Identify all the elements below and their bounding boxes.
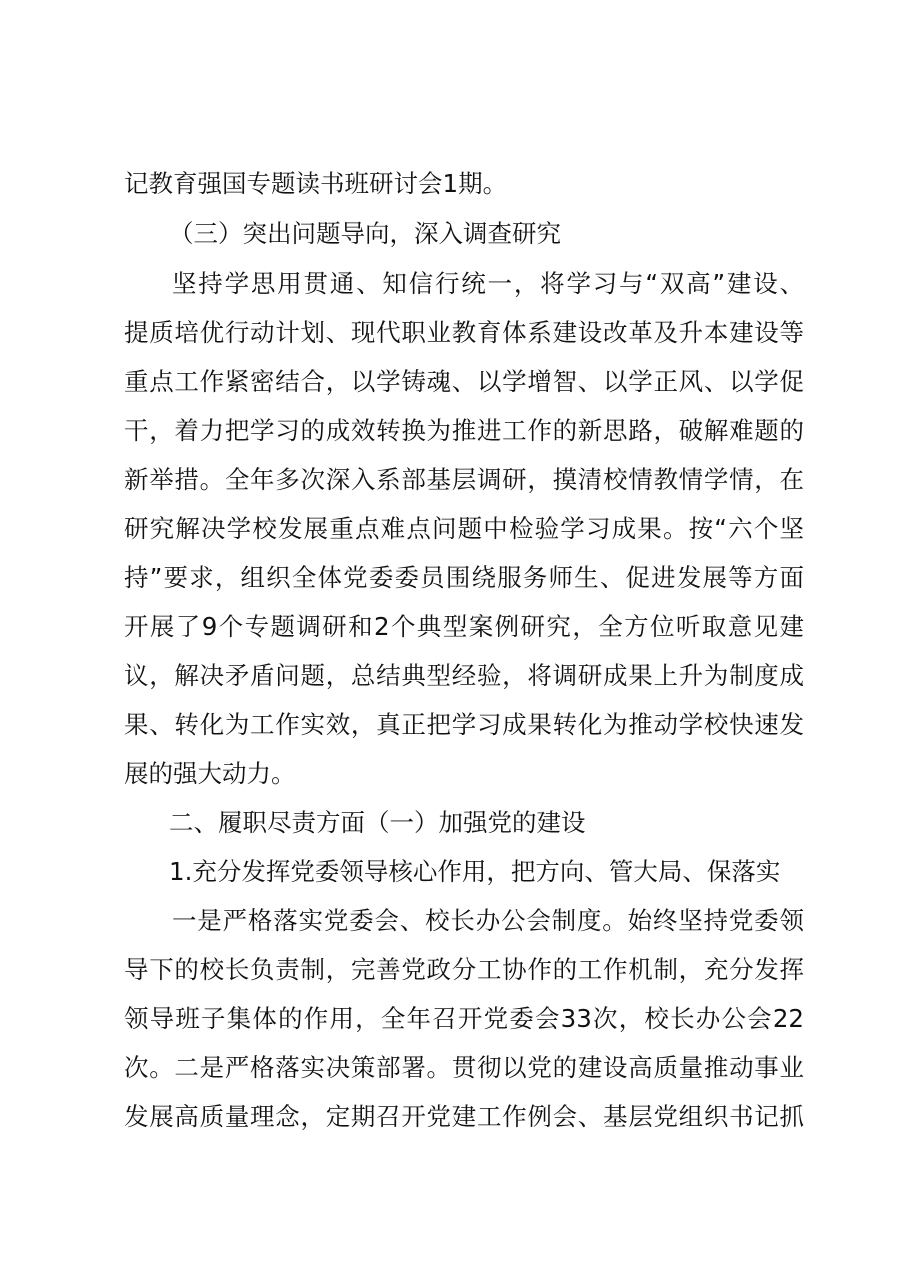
subsection-heading: 1.充分发挥党委领导核心作用，把方向、管大局、保落实 [169, 857, 781, 886]
paragraph-line: 研究解决学校发展重点难点问题中检验学习成果。按“六个坚 [124, 514, 804, 543]
paragraph-line: 发展高质量理念，定期召开党建工作例会、基层党组织书记抓 [124, 1102, 804, 1131]
paragraph-line: 干，着力把学习的成效转换为推进工作的新思路，破解难题的 [124, 416, 804, 445]
paragraph-line: 果、转化为工作实效，真正把学习成果转化为推动学校快速发 [124, 710, 804, 739]
paragraph-line: 议，解决矛盾问题，总结典型经验，将调研成果上升为制度成 [124, 661, 804, 690]
paragraph-line: 记教育强国专题读书班研讨会1期。 [124, 169, 508, 198]
paragraph-line: 领导班子集体的作用，全年召开党委会33次，校长办公会22 [124, 1004, 804, 1033]
paragraph-line: 持”要求，组织全体党委委员围绕服务师生、促进发展等方面 [124, 563, 804, 592]
section-heading: 二、履职尽责方面（一）加强党的建设 [169, 808, 586, 837]
section-heading: （三）突出问题导向，深入调查研究 [169, 219, 561, 248]
paragraph-line: 次。二是严格落实决策部署。贯彻以党的建设高质量推动事业 [124, 1053, 804, 1082]
paragraph-line: 导下的校长负责制，完善党政分工协作的工作机制，充分发挥 [124, 955, 804, 984]
paragraph-line: 开展了9个专题调研和2个典型案例研究，全方位听取意见建 [124, 612, 804, 641]
paragraph-line: 一是严格落实党委会、校长办公会制度。始终坚持党委领 [172, 906, 804, 935]
paragraph-line: 展的强大动力。 [124, 759, 296, 788]
paragraph-line: 提质培优行动计划、现代职业教育体系建设改革及升本建设等 [124, 318, 804, 347]
paragraph-line: 重点工作紧密结合，以学铸魂、以学增智、以学正风、以学促 [124, 367, 804, 396]
paragraph-line: 坚持学思用贯通、知信行统一，将学习与“双高”建设、 [172, 269, 804, 298]
paragraph-line: 新举措。全年多次深入系部基层调研，摸清校情教情学情，在 [124, 465, 804, 494]
